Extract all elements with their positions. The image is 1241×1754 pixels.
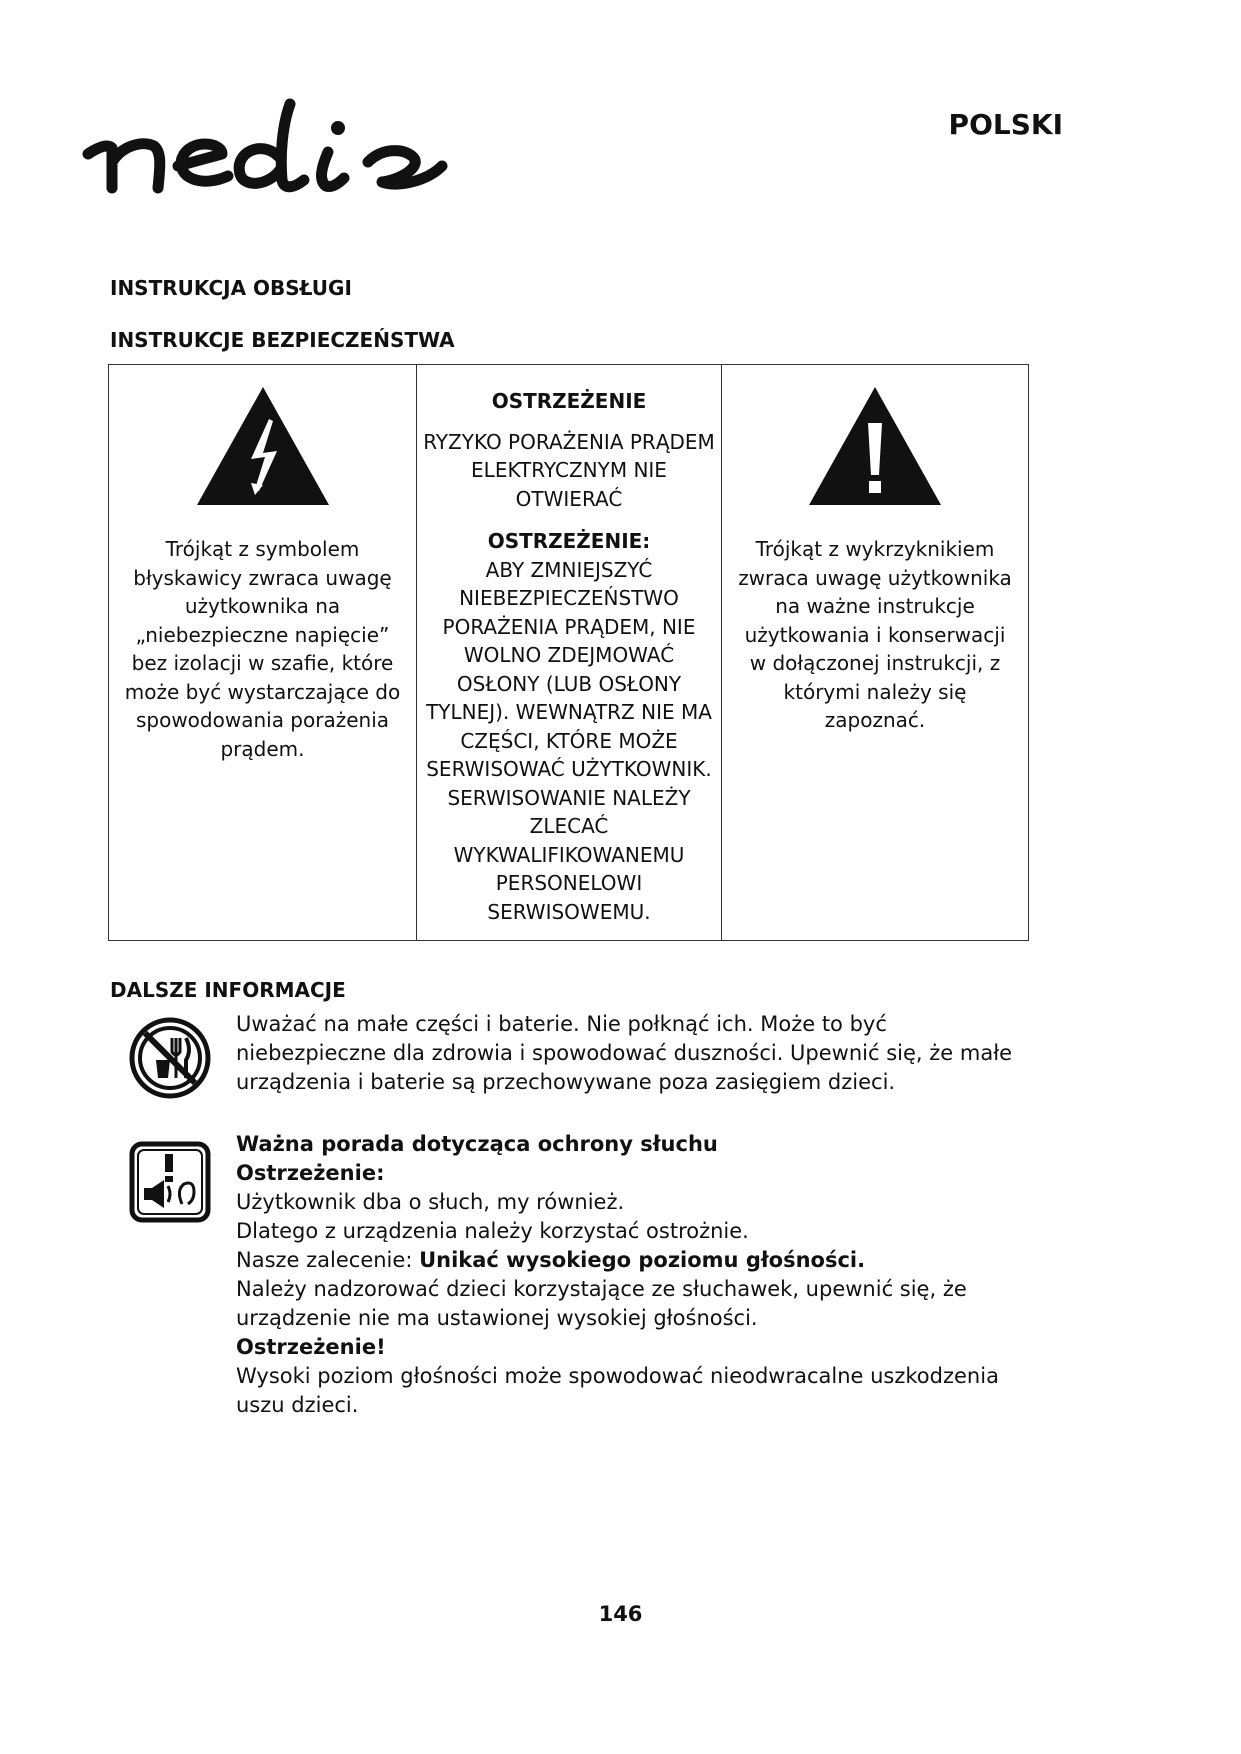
shock-risk-text: RYZYKO PORAŻENIA PRĄDEM ELEKTRYCZNYM NIE OTWIERAĆ [423, 429, 715, 511]
manual-title: INSTRUKCJA OBSŁUGI [110, 276, 352, 300]
hearing-line-2: Dlatego z urządzenia należy korzystać ostrożnie. [236, 1219, 749, 1243]
advice-prefix: Nasze zalecenie: [236, 1248, 420, 1272]
warning-text: ABY ZMNIEJSZYĆ NIEBEZPIECZEŃSTWO PORAŻENIA PRĄDEM, NIE WOLNO ZDEJMOWAĆ OSŁONY (LUB OSŁONY TYLNEJ). WEWNĄTRZ NIE MA CZĘŚCI, KTÓRE MOŻE SERWISOWAĆ UŻYTKOWNIK. SERWISOWANIE NALEŻY ZLECAĆ WYKWALIFIKOWANEMU PERSONELOWI SERWISOWEMU. [426, 557, 712, 924]
lightning-description: Trójkąt z symbolem błyskawicy zwraca uwagę użytkownika na „niebezpieczne napięcie” bez izolacji w szafie, które może być wystarczające do spowodowania porażenia prądem. [124, 537, 401, 761]
hearing-warning-2: Ostrzeżenie! [236, 1335, 386, 1359]
language-label: POLSKI [948, 108, 1063, 141]
logo-dot [331, 121, 345, 135]
hearing-advice [236, 1246, 1036, 1275]
hearing-line-3: Należy nadzorować dzieci korzystające ze słuchawek, upewnić się, że urządzenie nie ma ustawionej wysokiej głośności. [236, 1277, 967, 1330]
hearing-warning-1: Ostrzeżenie: [236, 1161, 385, 1185]
hearing-info [236, 1130, 1036, 1420]
safety-cell-exclamation [721, 365, 1028, 940]
advice-bold: Unikać wysokiego poziomu głośności. [419, 1248, 866, 1272]
safety-cell-warning [416, 365, 721, 940]
exclamation-description: Trójkąt z wykrzyknikiem zwraca uwagę użytkownika na ważne instrukcje użytkowania i konserwacji w dołączonej instrukcji, z którymi należy się zapoznać. [738, 537, 1012, 732]
hearing-line-4: Wysoki poziom głośności może spowodować nieodwracalne uszkodzenia uszu dzieci. [236, 1364, 999, 1417]
page-number: 146 [598, 1602, 643, 1626]
nedis-logo [82, 96, 452, 206]
hearing-warning-icon [128, 1140, 212, 1224]
safety-title: INSTRUKCJE BEZPIECZEŃSTWA [110, 328, 455, 352]
no-swallow-icon [128, 1016, 212, 1100]
exclamation-triangle-icon [805, 383, 945, 509]
further-info-title: DALSZE INFORMACJE [110, 978, 346, 1002]
hearing-title: Ważna porada dotycząca ochrony słuchu [236, 1132, 718, 1156]
lightning-triangle-icon [193, 383, 333, 509]
safety-cell-lightning [109, 365, 416, 940]
hearing-line-1: Użytkownik dba o słuch, my również. [236, 1190, 625, 1214]
safety-table [108, 364, 1029, 941]
warning-heading: OSTRZEŻENIE [491, 389, 647, 413]
warning-subheading: OSTRZEŻENIE: [487, 529, 651, 553]
small-parts-text: Uważać na małe części i baterie. Nie połknąć ich. Może to być niebezpieczne dla zdrowia i spowodować duszności. Upewnić się, że małe urządzenia i baterie są przechowywane poza zasięgiem dzieci. [236, 1012, 1013, 1094]
